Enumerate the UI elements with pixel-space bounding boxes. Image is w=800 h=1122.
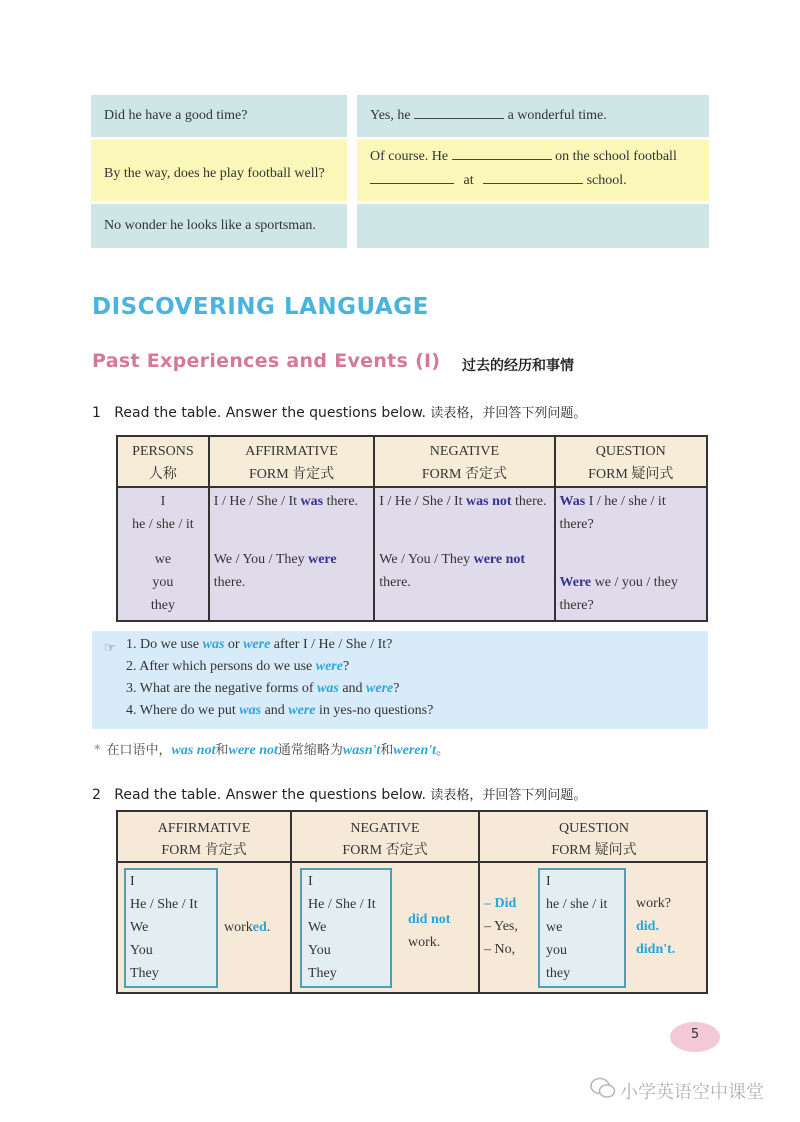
pointing-hand-icon: ☞ [104,640,116,655]
form-text: We / You / They [213,552,309,567]
header-cn: FORM 疑问式 [588,467,674,482]
header-en: AFFIRMATIVE [245,444,338,459]
question-endings: work? did. didn't. [636,896,676,957]
persons-cell [117,487,209,621]
header-affirmative: AFFIRMATIVE FORM 肯定式 [157,821,251,858]
verb-highlight: were [308,552,337,567]
dialogue-row-3-right [357,204,709,248]
header-cn: 人称 [148,467,177,482]
header-en: NEGATIVE [429,444,500,459]
dialogue-line: Did he have a good time? [104,108,248,123]
header-affirmative [209,436,375,487]
form-text: I / He / She / It [379,494,467,509]
form-text: we / you / they [591,575,678,590]
answer-blank[interactable] [414,105,504,119]
page-number: 5 [670,1022,720,1052]
verb-highlight: was [300,494,324,509]
form-text: there. [323,494,359,509]
pronoun-list: I He / She / It We You They [130,874,198,981]
response-text: Yes, he [370,108,411,123]
chat-bubble-icon [590,1076,616,1100]
question-item: 1. Do we use was or were after I / He / She / It? [126,637,393,652]
affirmative-cell [209,487,375,621]
task-text: Read the table. Answer the questions below. [114,405,426,421]
form-text: there? [559,598,594,613]
contraction-note: * 在口语中，was not和were not通常缩略为wasn't和weren't。 [94,743,450,758]
answer-blank[interactable] [370,170,454,184]
task-2-instruction [92,784,586,803]
response-text: at [463,173,474,188]
header-cn: FORM 否定式 [421,467,507,482]
header-cn: FORM 肯定式 [248,467,335,482]
response-text: on the school football [555,149,677,164]
table-be-past [116,435,708,622]
header-persons [117,436,209,487]
dialogue-response-cont [370,170,627,192]
question-item: 4. Where do we put was and were in yes-no questions? [126,703,434,718]
pronoun-list: I he / she / it we you they [546,874,608,981]
response-text: a wonderful time. [507,108,607,123]
negative-verb: did not work. [408,912,451,950]
task-number: 2 [92,787,101,803]
task-number: 1 [92,405,101,421]
person: you [152,575,174,590]
subheading-cn: 过去的经历和事情 [462,358,574,374]
question-item: 3. What are the negative forms of was and were? [126,681,400,696]
question-prefixes: – Did – Yes, – No, [484,896,518,957]
task-1-instruction [92,402,586,421]
subheading: Past Experiences and Events (I) [92,350,441,372]
header-question: QUESTION FORM 疑问式 [551,821,637,858]
header-negative [374,436,554,487]
form-text: there. [379,575,411,590]
watermark-text: 小学英语空中课堂 [620,1082,764,1103]
affirmative-verb: worked. [224,920,271,935]
dialogue-response [370,105,607,127]
header-negative: NEGATIVE FORM 否定式 [342,821,428,858]
form-text: there. [213,575,246,590]
form-text: I / He / She / It [213,494,301,509]
person: he / she / it [132,517,194,532]
header-question [555,436,707,487]
person: I [160,494,166,509]
task-text: Read the table. Answer the questions below. [114,787,426,803]
verb-highlight: was not [466,494,512,509]
section-heading: DISCOVERING LANGUAGE [92,294,429,320]
verb-highlight: were not [473,552,526,567]
answer-blank[interactable] [483,170,583,184]
form-text: there. [511,494,547,509]
response-text: school. [586,173,627,188]
answer-blank[interactable] [452,146,552,160]
dialogue-line: By the way, does he play football well? [104,166,325,181]
dialogue-response [370,146,677,168]
pronoun-list: I He / She / It We You They [308,874,376,981]
task-text-cn: 读表格，并回答下列问题。 [430,406,587,421]
header-en: PERSONS [132,444,194,459]
form-text: We / You / They [379,552,474,567]
person: we [154,552,172,567]
form-text: I / he / she / it there? [559,494,666,532]
header-en: QUESTION [595,444,666,459]
negative-cell [374,487,554,621]
table-past-simple [116,810,708,994]
verb-highlight: Was [559,494,586,509]
question-cell [555,487,707,621]
response-text: Of course. He [370,149,449,164]
task-text-cn: 读表格，并回答下列问题。 [430,788,587,803]
table-header-row [117,436,707,487]
person: they [150,598,175,613]
dialogue-line: No wonder he looks like a sportsman. [104,218,316,233]
verb-highlight: Were [559,575,592,590]
table-body-row [117,487,707,621]
question-item: 2. After which persons do we use were? [126,659,350,674]
